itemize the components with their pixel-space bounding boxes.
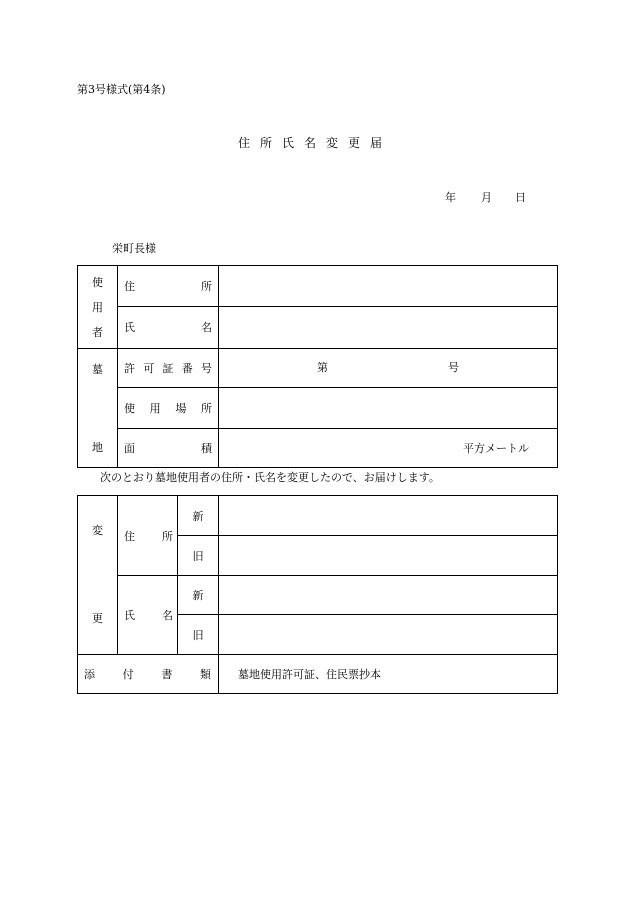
attach-value-cell[interactable] — [219, 655, 558, 694]
attach-value: 墓地使用許可証、住民票抄本 — [238, 668, 381, 681]
place-label: 使 用 場 所 — [124, 401, 212, 415]
change-group-bottom-label: 更 — [92, 612, 103, 625]
grave-info-table — [77, 265, 558, 468]
name-input-cell[interactable] — [219, 306, 558, 348]
addressee: 栄町長様 — [112, 242, 156, 255]
name-old-label: 旧 — [192, 628, 204, 642]
name-new-label: 新 — [192, 589, 204, 602]
grave-group-top-label: 墓 — [92, 363, 103, 376]
name-old-label-cell — [178, 615, 219, 655]
address-label: 住 所 — [124, 279, 212, 293]
address-old-label-cell — [178, 536, 219, 576]
date-month-label: 月 — [481, 191, 492, 204]
name-label-cell — [118, 306, 219, 348]
permit-input-cell[interactable] — [219, 349, 558, 388]
permit-label-cell — [118, 349, 219, 388]
grave-group-cell — [78, 349, 118, 468]
address-new-input-cell[interactable] — [219, 496, 558, 536]
address-label-cell — [118, 266, 219, 307]
address-new-label: 新 — [192, 509, 204, 523]
change-name-label: 氏 名 — [124, 609, 173, 622]
user-group-label: 使 用 者 — [92, 276, 103, 339]
form-number: 第3号様式(第4条) — [77, 83, 166, 96]
change-address-label-cell — [118, 496, 178, 576]
grave-group-bottom-label: 地 — [92, 441, 103, 454]
date-year-label: 年 — [445, 191, 456, 204]
place-label-cell — [118, 388, 219, 428]
user-group-cell — [78, 266, 118, 349]
area-label-cell — [118, 428, 219, 467]
address-old-label: 旧 — [192, 549, 204, 563]
area-label: 面 積 — [124, 441, 212, 455]
change-group-cell — [78, 496, 118, 655]
name-new-input-cell[interactable] — [219, 576, 558, 615]
change-table — [77, 495, 558, 694]
place-input-cell[interactable] — [219, 388, 558, 428]
permit-label: 許 可 証 番 号 — [124, 362, 212, 376]
name-old-input-cell[interactable] — [219, 615, 558, 655]
permit-dai-label: 第 — [317, 361, 328, 375]
change-name-label-cell — [118, 576, 178, 655]
area-input-cell[interactable] — [219, 428, 558, 467]
date-day-label: 日 — [515, 191, 526, 204]
address-old-input-cell[interactable] — [219, 536, 558, 576]
address-input-cell[interactable] — [219, 266, 558, 307]
address-new-label-cell — [178, 496, 219, 536]
attach-label: 添 付 書 類 — [84, 668, 211, 681]
name-label: 氏 名 — [124, 321, 212, 335]
name-new-label-cell — [178, 576, 219, 615]
change-address-label: 住 所 — [124, 529, 173, 543]
permit-go-label: 号 — [448, 361, 459, 375]
attach-label-cell — [78, 655, 219, 694]
page-title: 住所氏名変更届 — [237, 136, 392, 150]
notice-text: 次のとおり墓地使用者の住所・氏名を変更したので、お届けします。 — [100, 471, 440, 484]
area-unit-label: 平方メートル — [463, 441, 529, 455]
change-group-top-label: 変 — [92, 524, 103, 537]
